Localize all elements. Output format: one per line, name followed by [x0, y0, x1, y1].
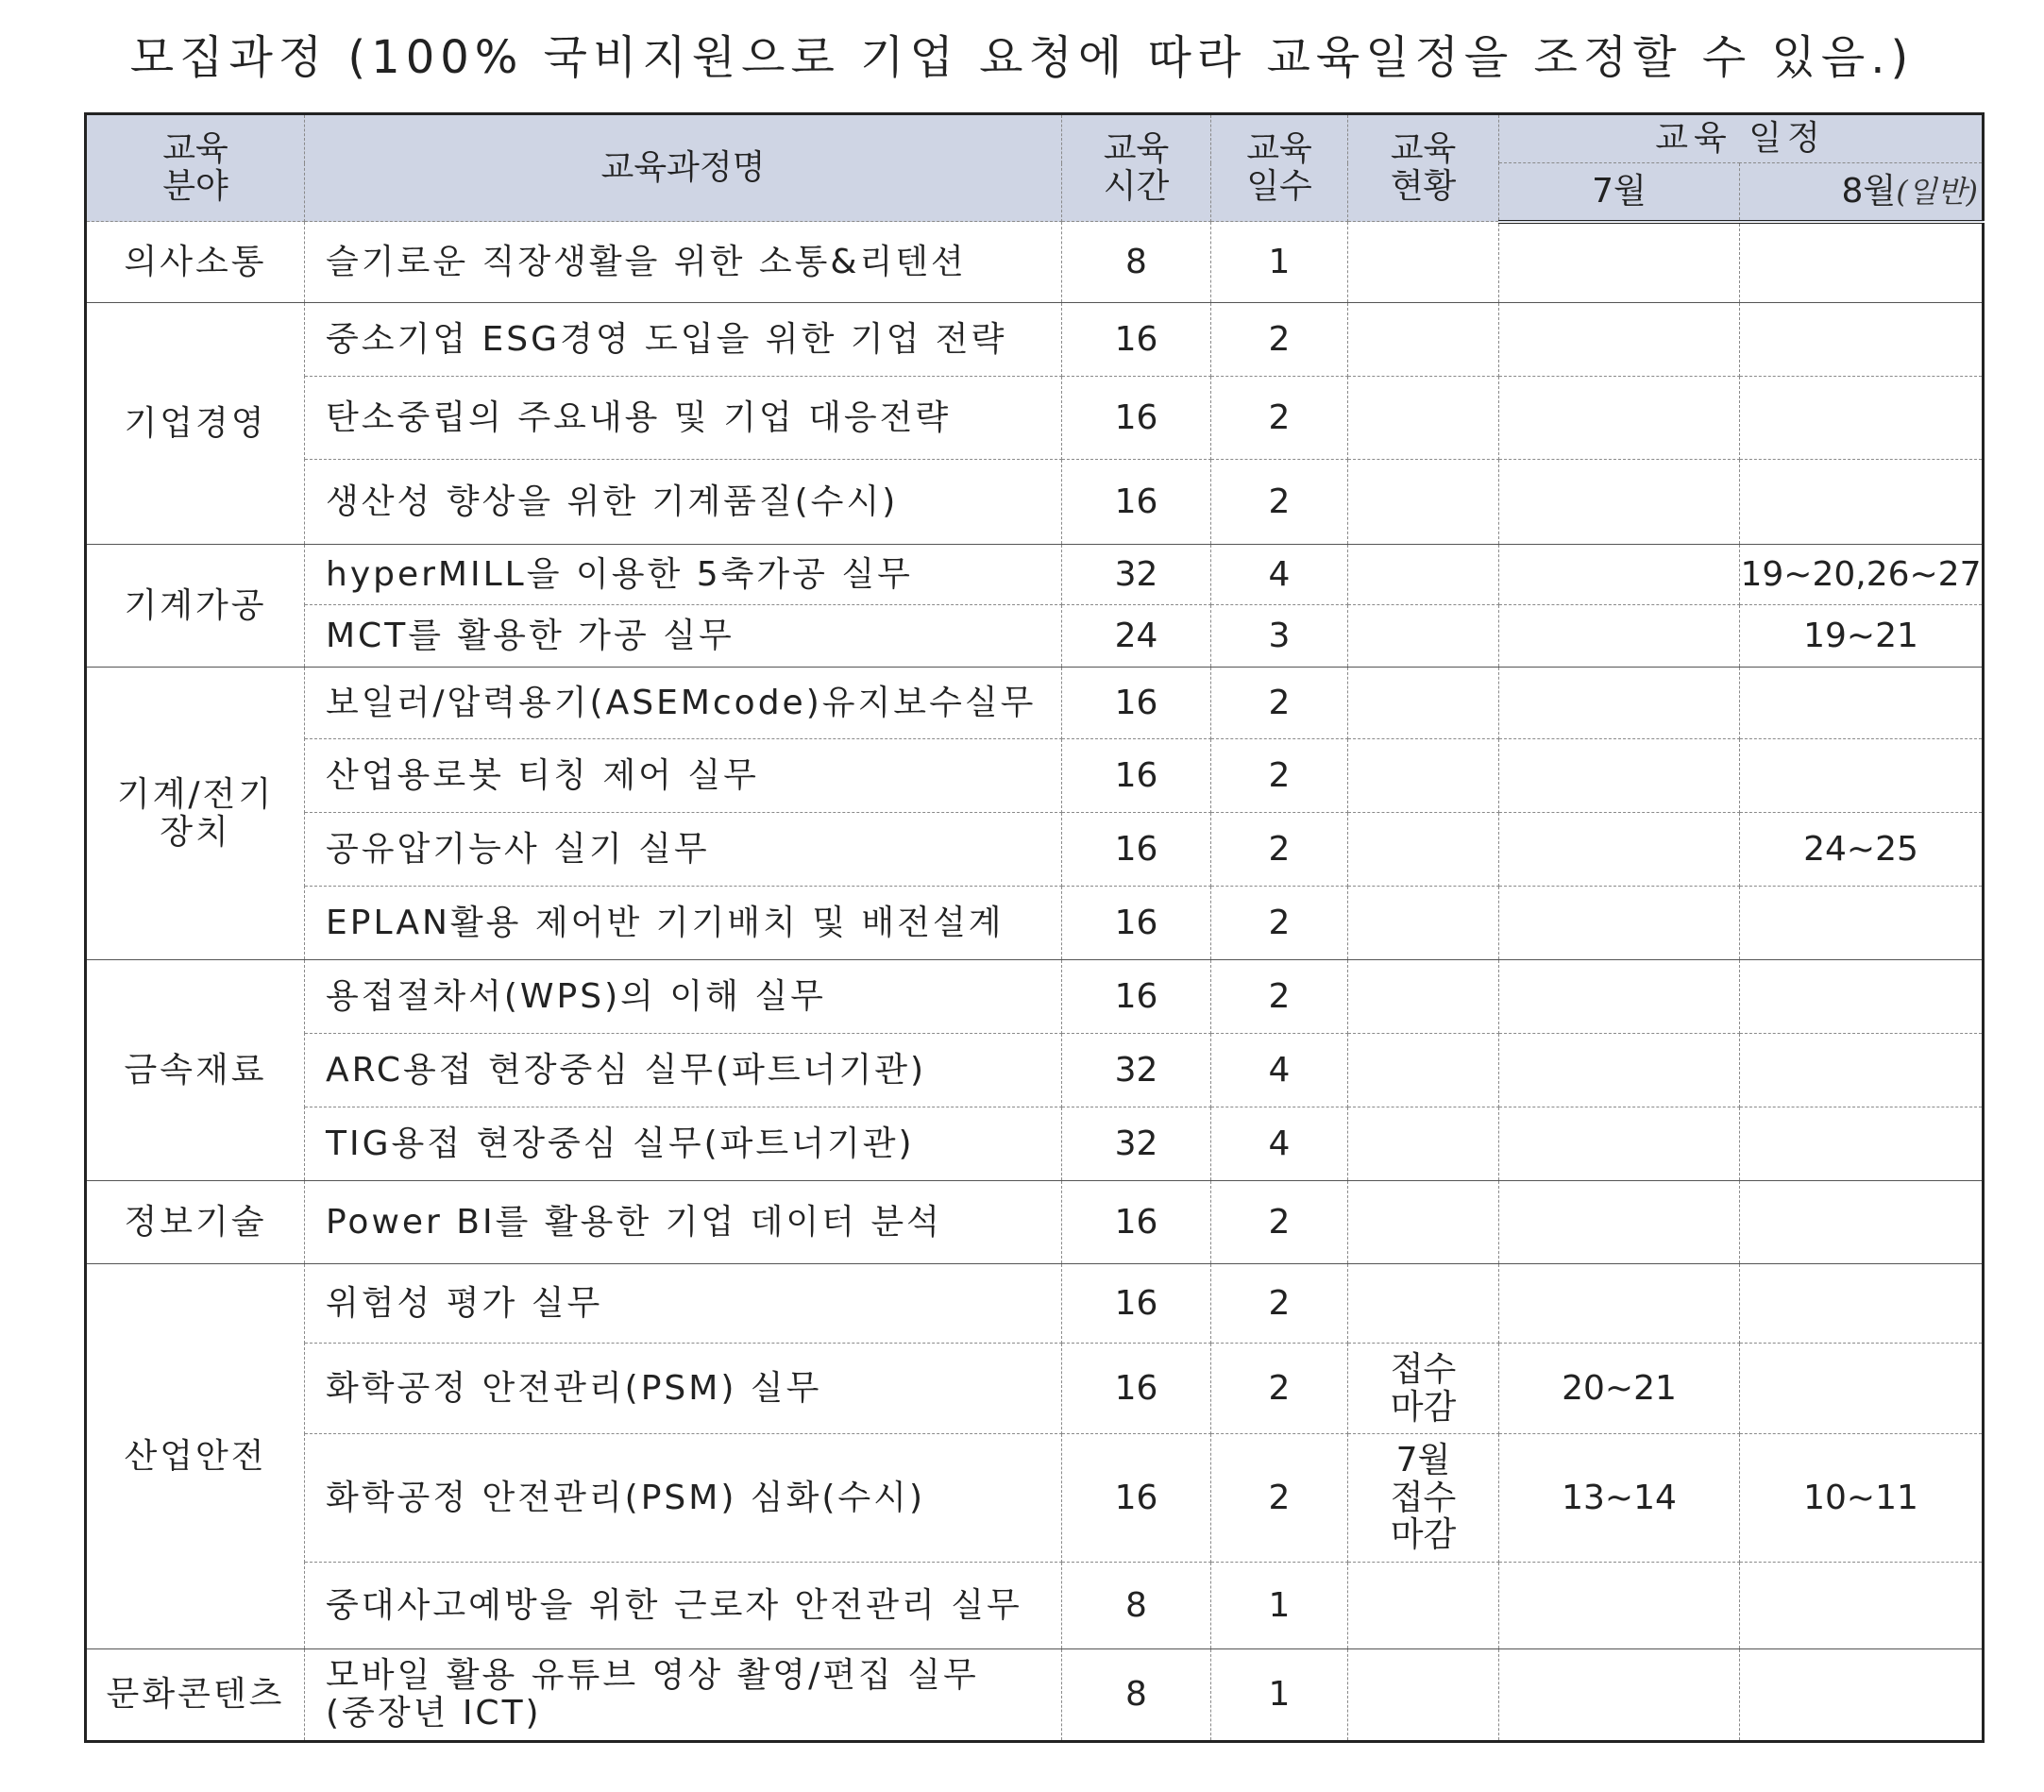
august-cell: [1740, 1107, 1984, 1181]
course-name: 슬기로운 직장생활을 위한 소통&리텐션: [305, 222, 1062, 303]
days-cell: 2: [1211, 739, 1348, 813]
hours-cell: 16: [1062, 460, 1211, 545]
hours-cell: 8: [1062, 1563, 1211, 1649]
field-cell: 기업경영: [86, 303, 305, 545]
july-cell: [1499, 545, 1740, 605]
status-cell: [1348, 1563, 1499, 1649]
hours-cell: 16: [1062, 960, 1211, 1034]
course-name: 생산성 향상을 위한 기계품질(수시): [305, 460, 1062, 545]
table-row: [86, 1344, 1984, 1434]
status-cell: [1348, 960, 1499, 1034]
table-row: [86, 739, 1984, 813]
hours-cell: 16: [1062, 303, 1211, 377]
status-cell: [1348, 1107, 1499, 1181]
header-august: 8월(일반): [1740, 163, 1984, 222]
course-name: MCT를 활용한 가공 실무: [305, 605, 1062, 668]
hours-cell: 24: [1062, 605, 1211, 668]
course-name: 용접절차서(WPS)의 이해 실무: [305, 960, 1062, 1034]
days-cell: 2: [1211, 887, 1348, 960]
header-course: 교육과정명: [305, 114, 1062, 222]
august-cell: [1740, 960, 1984, 1034]
page-title: 모집과정 (100% 국비지원으로 기업 요청에 따라 교육일정을 조정할 수 있음.): [129, 31, 1915, 84]
july-cell: [1499, 887, 1740, 960]
status-cell: 접수 마감: [1348, 1344, 1499, 1434]
august-cell: 24~25: [1740, 813, 1984, 887]
table-row: [86, 887, 1984, 960]
july-cell: [1499, 222, 1740, 303]
table-row: [86, 668, 1984, 739]
july-cell: [1499, 303, 1740, 377]
field-cell: 의사소통: [86, 222, 305, 303]
field-cell: 산업안전: [86, 1264, 305, 1649]
course-name: ARC용접 현장중심 실무(파트너기관): [305, 1034, 1062, 1107]
course-name: 보일러/압력용기(ASEMcode)유지보수실무: [305, 668, 1062, 739]
hours-cell: 32: [1062, 545, 1211, 605]
days-cell: 2: [1211, 668, 1348, 739]
course-name: hyperMILL을 이용한 5축가공 실무: [305, 545, 1062, 605]
august-cell: [1740, 1344, 1984, 1434]
table-row: [86, 1107, 1984, 1181]
hours-cell: 16: [1062, 377, 1211, 460]
july-cell: [1499, 460, 1740, 545]
july-cell: [1499, 1034, 1740, 1107]
status-cell: [1348, 222, 1499, 303]
august-cell: [1740, 377, 1984, 460]
july-cell: [1499, 377, 1740, 460]
course-name: 산업용로봇 티칭 제어 실무: [305, 739, 1062, 813]
status-cell: [1348, 668, 1499, 739]
status-cell: [1348, 377, 1499, 460]
table-row: [86, 605, 1984, 668]
days-cell: 2: [1211, 1344, 1348, 1434]
course-name: 중소기업 ESG경영 도입을 위한 기업 전략: [305, 303, 1062, 377]
august-cell: 10~11: [1740, 1434, 1984, 1563]
days-cell: 2: [1211, 303, 1348, 377]
status-cell: 7월 접수 마감: [1348, 1434, 1499, 1563]
hours-cell: 16: [1062, 1181, 1211, 1264]
august-cell: [1740, 1649, 1984, 1742]
status-cell: [1348, 1649, 1499, 1742]
field-cell: 문화콘텐츠: [86, 1649, 305, 1742]
july-cell: 20~21: [1499, 1344, 1740, 1434]
august-cell: 19~20,26~27: [1740, 545, 1984, 605]
hours-cell: 16: [1062, 739, 1211, 813]
table-row: [86, 1264, 1984, 1344]
course-name: Power BI를 활용한 기업 데이터 분석: [305, 1181, 1062, 1264]
status-cell: [1348, 739, 1499, 813]
status-cell: [1348, 545, 1499, 605]
course-name: 화학공정 안전관리(PSM) 실무: [305, 1344, 1062, 1434]
august-cell: [1740, 1264, 1984, 1344]
course-name: 위험성 평가 실무: [305, 1264, 1062, 1344]
table-row: [86, 1434, 1984, 1563]
table-row: [86, 303, 1984, 377]
days-cell: 1: [1211, 1563, 1348, 1649]
august-cell: [1740, 222, 1984, 303]
august-cell: [1740, 739, 1984, 813]
field-cell: 금속재료: [86, 960, 305, 1181]
header-days: 교육 일수: [1211, 114, 1348, 222]
july-cell: [1499, 960, 1740, 1034]
field-cell: 기계가공: [86, 545, 305, 668]
july-cell: [1499, 1107, 1740, 1181]
august-cell: [1740, 1181, 1984, 1264]
header-field: 교육 분야: [86, 114, 305, 222]
august-cell: [1740, 1563, 1984, 1649]
days-cell: 4: [1211, 1107, 1348, 1181]
days-cell: 2: [1211, 460, 1348, 545]
july-cell: [1499, 605, 1740, 668]
course-schedule-table: [84, 112, 1985, 1743]
course-name: TIG용접 현장중심 실무(파트너기관): [305, 1107, 1062, 1181]
hours-cell: 32: [1062, 1034, 1211, 1107]
july-cell: [1499, 1181, 1740, 1264]
august-cell: [1740, 668, 1984, 739]
july-cell: [1499, 739, 1740, 813]
august-cell: [1740, 887, 1984, 960]
days-cell: 3: [1211, 605, 1348, 668]
course-name: 중대사고예방을 위한 근로자 안전관리 실무: [305, 1563, 1062, 1649]
days-cell: 1: [1211, 1649, 1348, 1742]
july-cell: 13~14: [1499, 1434, 1740, 1563]
hours-cell: 16: [1062, 1264, 1211, 1344]
days-cell: 4: [1211, 545, 1348, 605]
august-cell: 19~21: [1740, 605, 1984, 668]
hours-cell: 16: [1062, 1434, 1211, 1563]
hours-cell: 8: [1062, 1649, 1211, 1742]
days-cell: 4: [1211, 1034, 1348, 1107]
hours-cell: 16: [1062, 668, 1211, 739]
table-row: [86, 377, 1984, 460]
table-row: [86, 1563, 1984, 1649]
august-cell: [1740, 303, 1984, 377]
table-row: [86, 545, 1984, 605]
field-cell: 정보기술: [86, 1181, 305, 1264]
days-cell: 2: [1211, 960, 1348, 1034]
hours-cell: 32: [1062, 1107, 1211, 1181]
days-cell: 2: [1211, 1181, 1348, 1264]
status-cell: [1348, 887, 1499, 960]
course-name: 화학공정 안전관리(PSM) 심화(수시): [305, 1434, 1062, 1563]
table-row: [86, 1649, 1984, 1742]
hours-cell: 8: [1062, 222, 1211, 303]
status-cell: [1348, 605, 1499, 668]
table-row: [86, 460, 1984, 545]
august-cell: [1740, 460, 1984, 545]
days-cell: 1: [1211, 222, 1348, 303]
july-cell: [1499, 813, 1740, 887]
header-hours: 교육 시간: [1062, 114, 1211, 222]
july-cell: [1499, 1563, 1740, 1649]
status-cell: [1348, 1264, 1499, 1344]
days-cell: 2: [1211, 813, 1348, 887]
table-row: [86, 813, 1984, 887]
course-name: 모바일 활용 유튜브 영상 촬영/편집 실무 (중장년 ICT): [305, 1649, 1062, 1742]
july-cell: [1499, 1649, 1740, 1742]
course-name: 탄소중립의 주요내용 및 기업 대응전략: [305, 377, 1062, 460]
handwritten-note: (일반): [1896, 173, 1978, 210]
july-cell: [1499, 668, 1740, 739]
july-cell: [1499, 1264, 1740, 1344]
field-cell: 기계/전기 장치: [86, 668, 305, 960]
header-schedule: 교육 일정: [1499, 114, 1984, 163]
table-row: [86, 1034, 1984, 1107]
status-cell: [1348, 813, 1499, 887]
course-name: EPLAN활용 제어반 기기배치 및 배전설계: [305, 887, 1062, 960]
table-row: [86, 1181, 1984, 1264]
status-cell: [1348, 1181, 1499, 1264]
hours-cell: 16: [1062, 813, 1211, 887]
hours-cell: 16: [1062, 1344, 1211, 1434]
table-row: [86, 960, 1984, 1034]
days-cell: 2: [1211, 377, 1348, 460]
header-status: 교육 현황: [1348, 114, 1499, 222]
hours-cell: 16: [1062, 887, 1211, 960]
days-cell: 2: [1211, 1264, 1348, 1344]
table-row: [86, 222, 1984, 303]
august-cell: [1740, 1034, 1984, 1107]
status-cell: [1348, 1034, 1499, 1107]
status-cell: [1348, 303, 1499, 377]
course-name: 공유압기능사 실기 실무: [305, 813, 1062, 887]
header-july: 7월: [1499, 163, 1740, 222]
status-cell: [1348, 460, 1499, 545]
days-cell: 2: [1211, 1434, 1348, 1563]
